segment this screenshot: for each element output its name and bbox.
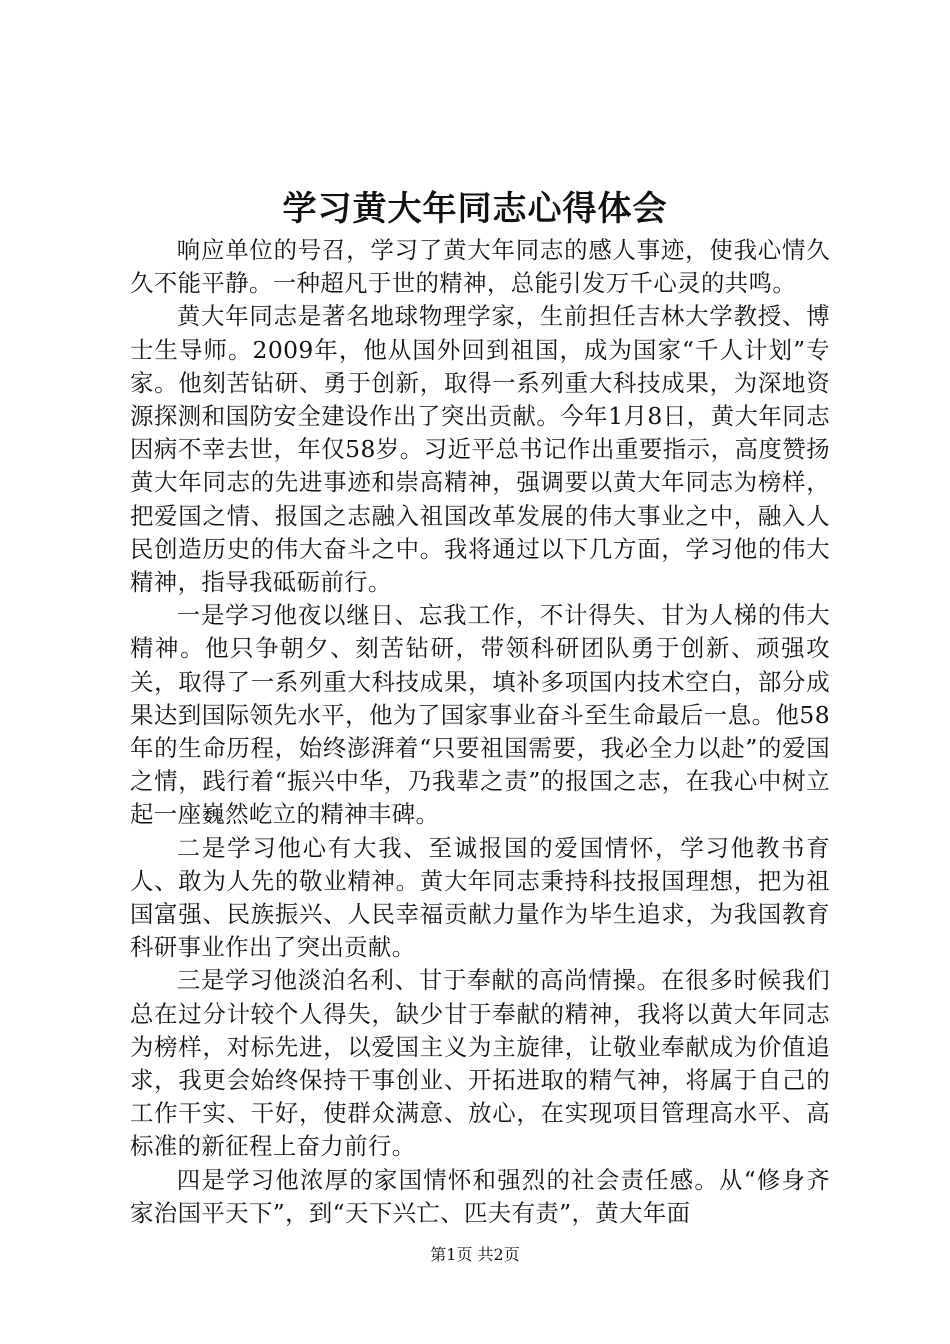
paragraph-2: 黄大年同志是著名地球物理学家，生前担任吉林大学教授、博士生导师。2009年，他从国外回到祖国，成为国家“千人计划”专家。他刻苦钻研、勇于创新，取得一系列重大科技成果，为深地资源探测和国防安全建设作出了突出贡献。今年1月8日，黄大年同志因病不幸去世，年仅58岁。习近平总书记作出重要指示，高度赞扬黄大年同志的先进事迹和崇高精神，强调要以黄大年同志为榜样，把爱国之情、报国之志融入祖国改革发展的伟大事业之中，融入人民创造历史的伟大奋斗之中。我将通过以下几方面，学习他的伟大精神，指导我砥砺前行。	[130, 302, 830, 597]
paragraph-6: 四是学习他浓厚的家国情怀和强烈的社会责任感。从“修身齐家治国平天下”，到“天下兴亡、匹夫有责”，黄大年面	[130, 1165, 830, 1227]
document-title: 学习黄大年同志心得体会	[282, 189, 668, 229]
paragraph-1: 响应单位的号召，学习了黄大年同志的感人事迹，使我心情久久不能平静。一种超凡于世的精神，总能引发万千心灵的共鸣。	[130, 236, 830, 298]
document-body	[130, 234, 830, 1230]
paragraph-3: 一是学习他夜以继日、忘我工作，不计得失、甘为人梯的伟大精神。他只争朝夕、刻苦钻研，带领科研团队勇于创新、顽强攻关，取得了一系列重大科技成果，填补多项国内技术空白，部分成果达到国际领先水平，他为了国家事业奋斗至生命最后一息。他58年的生命历程，始终澎湃着“只要祖国需要，我必全力以赴”的爱国之情，践行着“振兴中华，乃我辈之责”的报国之志，在我心中树立起一座巍然屹立的精神丰碑。	[130, 601, 830, 829]
paragraph-5: 三是学习他淡泊名利、甘于奉献的高尚情操。在很多时候我们总在过分计较个人得失，缺少甘于奉献的精神，我将以黄大年同志为榜样，对标先进，以爱国主义为主旋律，让敬业奉献成为价值追求，我更会始终保持干事创业、开拓进取的精气神，将属于自己的工作干实、干好，使群众满意、放心，在实现项目管理高水平、高标准的新征程上奋力前行。	[130, 966, 830, 1161]
paragraph-4: 二是学习他心有大我、至诚报国的爱国情怀，学习他教书育人、敢为人先的敬业精神。黄大年同志秉持科技报国理想，把为祖国富强、民族振兴、人民幸福贡献力量作为毕生追求，为我国教育科研事业作出了突出贡献。	[130, 833, 830, 962]
page-number-footer: 第1页 共2页	[430, 1245, 520, 1264]
